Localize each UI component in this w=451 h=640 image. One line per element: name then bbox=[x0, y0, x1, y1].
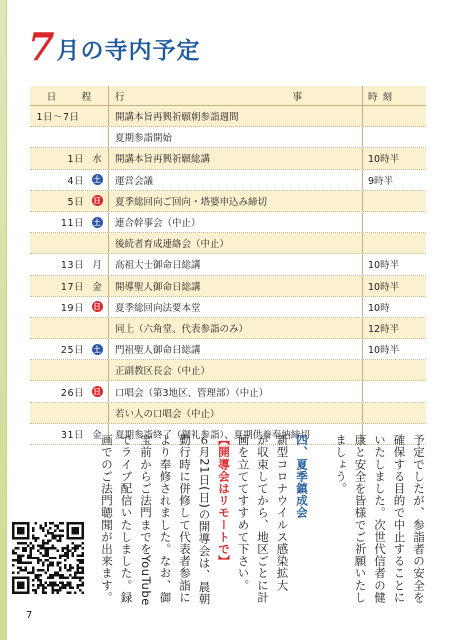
row-event: 口唱会（第3地区、管理部）（中止） bbox=[108, 381, 363, 401]
table-header bbox=[30, 86, 426, 106]
table-row bbox=[30, 297, 426, 318]
row-time: 10時 bbox=[368, 302, 390, 314]
article-column: 確保する目的で中止することに bbox=[392, 434, 407, 604]
row-time: 9時半 bbox=[368, 175, 394, 187]
row-date: 25日 bbox=[60, 345, 84, 357]
table-row bbox=[30, 254, 426, 275]
article-column: 新型コロナウイルス感染拡大 bbox=[275, 434, 290, 592]
row-date: 4日 bbox=[67, 175, 84, 187]
row-event: 連合幹事会（中止） bbox=[108, 212, 363, 232]
weekday-badge: 日 bbox=[93, 387, 101, 397]
table-row bbox=[30, 381, 426, 402]
row-time: 10時半 bbox=[368, 345, 400, 357]
row-date: 1日～7日 bbox=[36, 112, 80, 124]
table-row bbox=[30, 212, 426, 233]
row-event: 後続者育成連絡会（中止） bbox=[108, 233, 363, 253]
row-date: 26日 bbox=[60, 387, 84, 399]
article-column: 宝前からご法門までをYouTube bbox=[139, 434, 153, 606]
weekday-text: 金 bbox=[92, 429, 102, 441]
row-time: 10時半 bbox=[368, 154, 400, 166]
title-text: 月の寺内予定 bbox=[56, 37, 201, 64]
row-date: 5日 bbox=[67, 196, 84, 208]
row-event: 夏季総回向ご回向・塔婆申込み締切 bbox=[108, 191, 363, 211]
article-column: 四、夏季鎮成会 bbox=[295, 434, 309, 519]
table-row bbox=[30, 318, 426, 339]
row-weekday bbox=[86, 257, 108, 271]
row-event: 門祖聖人御命日総講 bbox=[108, 339, 363, 359]
article-column: 勤行時に併修して代表者参詣に bbox=[178, 434, 192, 604]
row-date: 1日 bbox=[67, 154, 84, 166]
article-column: が収束してから、地区ごとに計 bbox=[256, 434, 270, 604]
table-row bbox=[30, 339, 426, 360]
article-column: 康と安全を皆様でご祈願いたし bbox=[353, 434, 368, 604]
table-row bbox=[30, 233, 426, 254]
weekday-badge: 土 bbox=[93, 175, 101, 185]
weekday-badge: 日 bbox=[93, 196, 101, 206]
header-event: 行 事 bbox=[108, 86, 363, 105]
weekday-badge: 土 bbox=[93, 217, 101, 227]
left-margin-rule bbox=[6, 0, 7, 640]
table-row bbox=[30, 360, 426, 381]
row-event: 高祖大士御命日総講 bbox=[108, 254, 363, 274]
row-weekday bbox=[86, 151, 108, 165]
table-row bbox=[30, 403, 426, 424]
header-date: 日 程 bbox=[46, 91, 92, 103]
row-time: 12時半 bbox=[368, 323, 400, 335]
table-row bbox=[30, 191, 426, 212]
article-column: 画を立ててすすめて下さい。 bbox=[236, 434, 251, 592]
row-event: 夏季総回向法要本堂 bbox=[108, 297, 363, 317]
row-date: 31日 bbox=[60, 429, 84, 441]
table-row bbox=[30, 127, 426, 148]
row-weekday bbox=[86, 195, 108, 206]
weekday-text: 金 bbox=[92, 281, 102, 293]
row-event: 若い人の口唱会（中止） bbox=[108, 403, 363, 423]
table-row bbox=[30, 106, 426, 127]
row-weekday bbox=[86, 344, 108, 355]
article-column: 【開導会はリモートで】 bbox=[217, 434, 231, 568]
article-column: 画でのご法門聴聞が出来ます。 bbox=[100, 434, 114, 604]
table-row bbox=[30, 148, 426, 169]
row-event: 運営会議 bbox=[108, 170, 363, 190]
article-column bbox=[313, 434, 330, 606]
row-weekday bbox=[86, 174, 108, 185]
row-date: 17日 bbox=[60, 281, 84, 293]
article-column: ６月21日(日)の開導会は、晨朝 bbox=[197, 434, 212, 606]
article-column: いたしました。次世代信者の健 bbox=[373, 434, 387, 604]
schedule-table bbox=[30, 86, 426, 445]
row-event: 開講本旨再興祈願朝参詣週間 bbox=[108, 106, 363, 126]
weekday-text: 月 bbox=[92, 260, 102, 272]
row-weekday bbox=[86, 217, 108, 228]
table-body bbox=[30, 106, 426, 445]
row-date: 13日 bbox=[60, 260, 84, 272]
table-row bbox=[30, 276, 426, 297]
row-event: 開導聖人御命日総講 bbox=[108, 276, 363, 296]
row-date: 19日 bbox=[60, 302, 84, 314]
page-number: 7 bbox=[26, 610, 33, 621]
row-event: 正副教区長会（中止） bbox=[108, 360, 363, 380]
row-event: 夏期参詣終了（御礼参詣）、夏期供養奉納締切 bbox=[108, 424, 363, 444]
row-event: 同上（六角堂、代表参詣のみ） bbox=[108, 318, 363, 338]
row-weekday bbox=[86, 301, 108, 312]
article-column: でライブ配信いたしました。録 bbox=[119, 434, 134, 604]
table-row bbox=[30, 170, 426, 191]
row-event: 夏期参詣開始 bbox=[108, 127, 363, 147]
article-column: より奉修されました。なお、御 bbox=[158, 434, 173, 604]
row-weekday bbox=[86, 279, 108, 293]
row-event: 開講本旨再興祈願総講 bbox=[108, 148, 363, 168]
weekday-badge: 土 bbox=[93, 344, 101, 354]
row-time: 10時半 bbox=[368, 281, 400, 293]
article-column: ましょう。 bbox=[334, 434, 348, 495]
title-month-number: 7 bbox=[28, 24, 55, 69]
qr-code-icon[interactable] bbox=[12, 522, 84, 594]
weekday-badge: 日 bbox=[93, 302, 101, 312]
row-date: 11日 bbox=[60, 218, 84, 230]
row-time: 10時半 bbox=[368, 260, 400, 272]
header-time: 時刻 bbox=[368, 91, 398, 103]
article-column: 予定でしたが、参詣者の安全を bbox=[412, 434, 426, 604]
weekday-text: 水 bbox=[92, 154, 102, 166]
row-weekday bbox=[86, 386, 108, 397]
page-title bbox=[28, 24, 201, 69]
